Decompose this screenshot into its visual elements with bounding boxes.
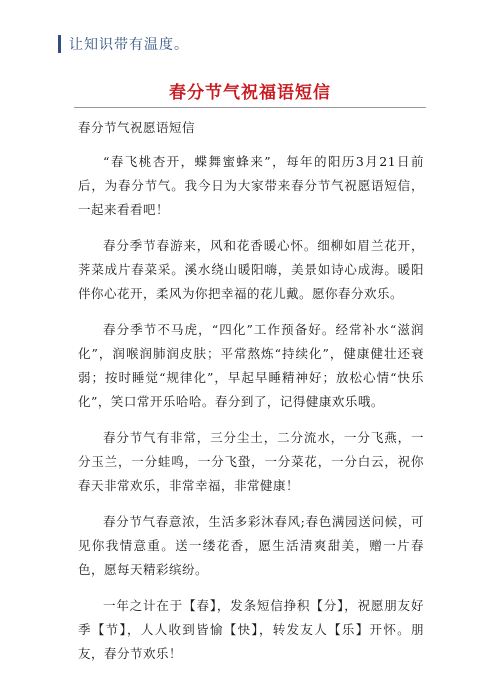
article-paragraph: 一年之计在于【春】，发条短信挣积【分】，祝愿朋友好季【节】，人人收到皆愉【快】，转发友人【乐】开怀。朋友，春分节欢乐！ [78,598,424,661]
article-paragraph: 春分季节不马虎，“四化”工作预备好。经常补水“滋润化”，润喉润肺润皮肤；平常熬炼“持续化”，健康健壮还衰弱；按时睡觉“规律化”，早起早睡精神好；放松心情“快乐化”，笑口常开乐哈哈。春分到了，记得健康欢乐哦。 [78,322,424,409]
tagline-bar [58,34,189,54]
article-paragraph: 春分季节春游来，风和花香暖心怀。细柳如眉兰花开，荠菜成片春菜采。溪水绕山暖阳嗨，美景如诗心成海。暖阳伴你心花开，柔风为你把幸福的花儿戴。愿你春分欢乐。 [78,238,424,301]
article-title: 春分节气祝福语短信 [169,83,331,103]
article-body [78,116,424,678]
tagline-accent-bar [58,35,61,53]
article-subtitle: 春分节气祝愿语短信 [78,120,196,135]
title-divider [74,107,426,108]
article-paragraph: 春分节气春意浓，生活多彩沐春风;春色满园送问候，可见你我情意重。送一缕花香，愿生活清爽甜美，赠一片春色，愿每天精彩缤纷。 [78,514,424,577]
article-paragraph: “春飞桃杏开，蝶舞蜜蜂来”，每年的阳历3月21日前后，为春分节气。我今日为大家带来春分节气祝愿语短信，一起来看看吧！ [78,154,424,217]
tagline-text: 让知识带有温度。 [69,37,189,53]
article-paragraph: 春分节气有非常，三分尘土，二分流水，一分飞燕，一分玉兰，一分蛙鸣，一分飞蛩，一分菜花，一分白云，祝你春天非常欢乐，非常幸福，非常健康！ [78,430,424,493]
